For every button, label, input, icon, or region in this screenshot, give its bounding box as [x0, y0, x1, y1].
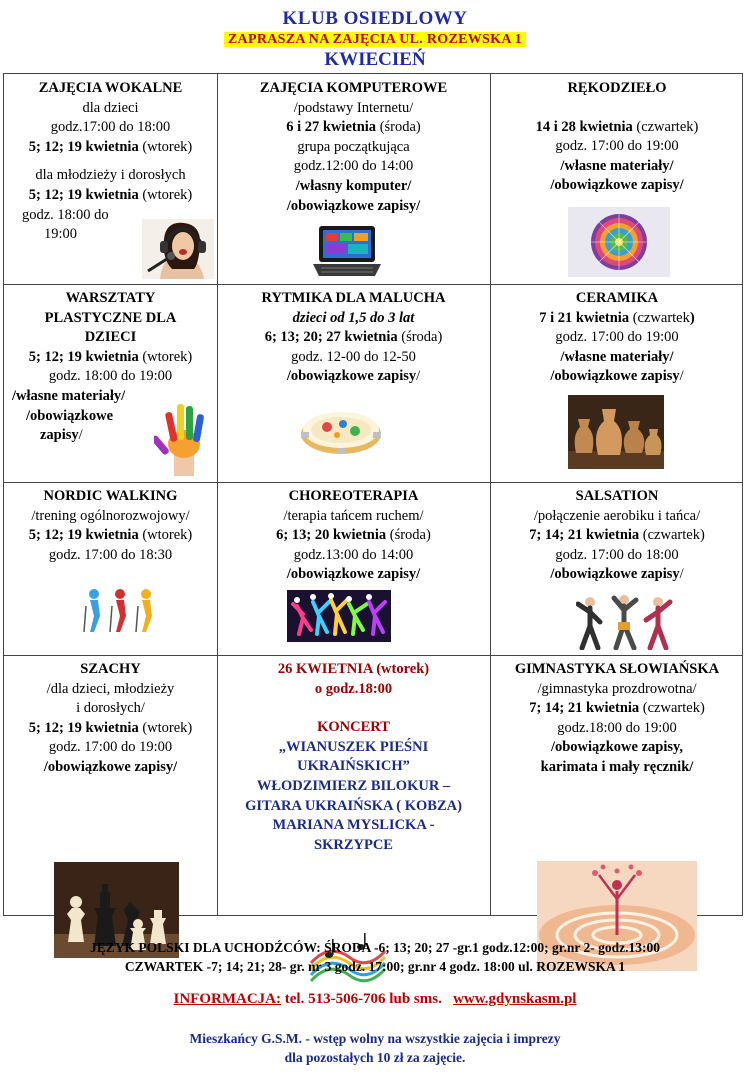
schedule-grid [3, 73, 743, 916]
cell-time: godz.13:00 do 14:00 [293, 546, 414, 563]
cell-title: WARSZTATY [65, 290, 156, 306]
tambourine-photo [297, 400, 385, 460]
cell-crafts [490, 74, 744, 284]
cell-day: (środa) [401, 329, 443, 346]
concert-performer: MARIANA MYSLICKA - [272, 817, 435, 834]
page-title: KLUB OSIEDLOWY [282, 8, 468, 29]
cell-dates: 5; 12; 19 kwietnia [28, 348, 139, 365]
cell-text: i dorosłych/ [76, 700, 145, 717]
cell-dates: 6 i 27 kwietnia [286, 119, 377, 136]
cell-rhythm [217, 284, 490, 482]
cell-time: godz. 18:00 do 19:00 [48, 368, 173, 385]
cell-dates: 5; 12; 19 kwietnia [28, 527, 139, 544]
cell-title: PLASTYCZNE DLA [44, 309, 177, 326]
cell-title: NORDIC WALKING [43, 488, 178, 504]
cell-day: (czwartek) [642, 700, 705, 717]
cell-time: godz. 12-00 do 12-50 [291, 348, 416, 365]
cell-note: zapisy [40, 427, 79, 444]
cell-slavic-gymnastics [490, 655, 744, 917]
cell-dates: 6; 13; 20; 27 kwietnia [264, 329, 398, 346]
cell-title: RĘKODZIEŁO [567, 80, 667, 96]
info-label: INFORMACJA: [173, 991, 281, 1007]
cell-dates: 14 i 28 kwietnia [535, 118, 633, 135]
cell-art-workshop [4, 284, 217, 482]
cell-time: godz. 18:00 do [22, 206, 109, 223]
cell-title: DZIECI [84, 329, 137, 346]
cell-note: /własne materiały/ [560, 348, 674, 365]
pottery-photo [568, 395, 664, 469]
craft-flower-photo [568, 207, 670, 277]
cell-concert [217, 655, 490, 917]
cell-text: dla dzieci [82, 99, 139, 116]
concert-performer: WŁODZIMIERZ BILOKUR – [256, 777, 451, 794]
cell-note: /obowiązkowe zapisy/ [286, 566, 421, 583]
cell-title: ZAJĘCIA KOMPUTEROWE [259, 80, 448, 96]
cell-time: 19:00 [44, 226, 78, 243]
cell-ceramics [490, 284, 744, 482]
walkers-figure [80, 586, 162, 636]
cell-choreotherapy [217, 482, 490, 655]
cell-day: (czwartek [632, 309, 690, 326]
cell-day: (środa) [389, 527, 431, 544]
cell-title: CHOREOTERAPIA [288, 488, 419, 504]
cell-day: (czwartek) [642, 527, 705, 544]
cell-text: /terapia tańcem ruchem/ [283, 507, 424, 524]
cell-note: /obowiązkowe zapisy/ [550, 177, 684, 194]
invitation-subtitle [0, 32, 750, 48]
cell-note: /obowiązkowe zapisy [550, 566, 680, 583]
cell-time: godz. 17:00 do 18:00 [555, 546, 679, 563]
cell-time: godz. 17:00 do 19:00 [555, 329, 679, 346]
cell-note: / [679, 566, 684, 583]
info-phone: tel. 513-506-706 lub sms. [281, 991, 454, 1007]
cell-chess [4, 655, 217, 917]
cell-dates: 7; 14; 21 kwietnia [529, 527, 640, 544]
cell-note: /obowiązkowe zapisy [286, 368, 417, 385]
cell-note: /obowiązkowe [26, 407, 113, 424]
cell-dates: 5; 12; 19 kwietnia [28, 719, 139, 736]
cell-day: (wtorek) [142, 186, 193, 203]
cell-title: SZACHY [80, 661, 141, 677]
cell-day: ) [689, 309, 695, 326]
cell-day: (wtorek) [142, 348, 193, 365]
cell-text: /połączenie aerobiku i tańca/ [533, 507, 701, 524]
cell-note: /obowiązkowe zapisy, [550, 739, 684, 756]
cell-time: godz.17:00 do 18:00 [50, 119, 171, 136]
dancers-banner [287, 590, 391, 642]
cell-time: godz.18:00 do 19:00 [557, 719, 677, 736]
cell-note: karimata i mały ręcznik/ [540, 758, 694, 775]
residents-note: Mieszkańcy G.S.M. - wstęp wolny na wszystkie zajęcia i imprezy [189, 1031, 561, 1046]
singer-photo [142, 219, 214, 279]
cell-note: / [679, 368, 684, 385]
cell-dates: 5; 12; 19 kwietnia [28, 138, 139, 155]
invitation-text: ZAPRASZA NA ZAJĘCIA UL. ROZEWSKA 1 [224, 32, 526, 47]
concert-name: UKRAIŃSKICH” [297, 758, 410, 775]
cell-vocal [4, 74, 217, 284]
cell-dates: 7 i 21 kwietnia [539, 309, 630, 326]
concert-date: 26 KWIETNIA (wtorek) [277, 661, 430, 677]
cell-nordic-walking [4, 482, 217, 655]
cell-text: /podstawy Internetu/ [293, 99, 414, 116]
cell-title: CERAMIKA [575, 290, 659, 306]
cell-dates: 7; 14; 21 kwietnia [529, 700, 640, 717]
cell-time: godz.12:00 do 14:00 [293, 158, 414, 175]
polish-course-line-1: JĘZYK POLSKI DLA UCHODŹCÓW: ŚRODA -6; 13; 20; 27 -gr.1 godz.12:00; gr.nr 2- godz.13:00 [90, 940, 660, 955]
cell-title: RYTMIKA DLA MALUCHA [261, 290, 446, 306]
cell-day: (wtorek) [142, 719, 193, 736]
cell-day: (czwartek) [636, 118, 699, 135]
cell-title: SALSATION [575, 488, 659, 504]
cell-day: (wtorek) [142, 527, 193, 544]
cell-day: (wtorek) [142, 138, 193, 155]
month-title: KWIECIEŃ [324, 49, 426, 70]
cell-computer [217, 74, 490, 284]
cell-text: /dla dzieci, młodzieży [46, 680, 175, 697]
cell-note: /własne materiały/ [560, 157, 674, 174]
concert-time: o godz.18:00 [314, 680, 393, 697]
cell-note: /obowiązkowe zapisy [550, 368, 680, 385]
cell-time: godz. 17:00 do 19:00 [48, 739, 173, 756]
cell-text: /trening ogólnorozwojowy/ [31, 507, 190, 524]
cell-note: /obowiązkowe zapisy/ [43, 758, 178, 775]
cell-title: GIMNASTYKA SŁOWIAŃSKA [514, 661, 720, 677]
cell-dates: 5; 12; 19 kwietnia [28, 186, 139, 203]
cell-note: / [416, 368, 421, 385]
tablet-photo [309, 224, 385, 278]
cell-note: / [78, 427, 83, 444]
cell-note: /obowiązkowe zapisy/ [286, 197, 421, 214]
cell-note: /własne materiały/ [12, 387, 126, 404]
website-link[interactable]: www.gdynskasm.pl [453, 991, 577, 1007]
concert-title: KONCERT [317, 719, 390, 736]
cell-day: (środa) [379, 119, 421, 136]
cell-note: /własny komputer/ [295, 177, 412, 194]
cell-title: ZAJĘCIA WOKALNE [38, 80, 183, 96]
concert-name: „WIANUSZEK PIEŚNI [278, 738, 429, 755]
info-line [0, 991, 750, 1008]
cell-time: godz. 17:00 do 19:00 [555, 138, 679, 155]
cell-text: dla młodzieży i dorosłych [35, 167, 186, 184]
concert-performer: SKRZYPCE [314, 836, 393, 853]
cell-text: /gimnastyka prozdrowotna/ [537, 680, 697, 697]
cell-text: dzieci od 1,5 do 3 lat [292, 309, 415, 326]
polish-course-line-2: CZWARTEK -7; 14; 21; 28- gr. nr 3 godz. 17:00; gr.nr 4 godz. 18:00 ul. ROZEWSKA 1 [124, 959, 626, 974]
cell-salsation [490, 482, 744, 655]
concert-performer: GITARA UKRAIŃSKA ( KOBZA) [245, 797, 462, 814]
cell-text: grupa początkująca [297, 138, 410, 155]
others-price-note: dla pozostałych 10 zł za zajęcie. [284, 1050, 466, 1065]
cell-time: godz. 17:00 do 18:30 [48, 546, 173, 563]
painted-hand-photo [154, 398, 212, 476]
cell-dates: 6; 13; 20 kwietnia [276, 527, 387, 544]
dancers-photo [576, 592, 674, 650]
